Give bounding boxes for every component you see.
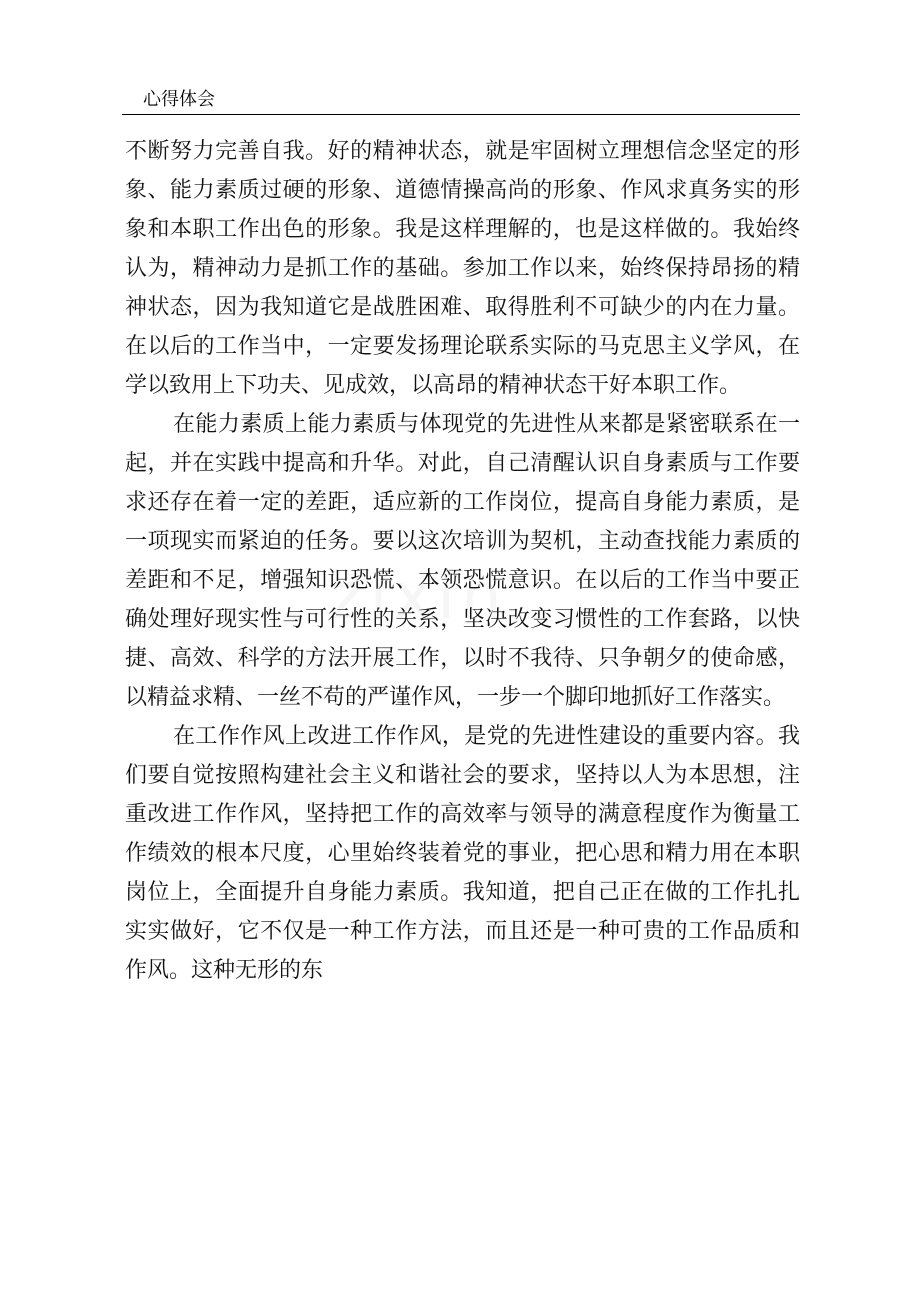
document-body <box>125 132 800 990</box>
paragraph-3: 在工作作风上改进工作作风，是党的先进性建设的重要内容。我们要自觉按照构建社会主义和谐社会的要求，坚持以人为本思想，注重改进工作作风，坚持把工作的高效率与领导的满意程度作为衡量工作绩效的根本尺度，心里始终装着党的事业，把心思和精力用在本职岗位上，全面提升自身能力素质。我知道，把自己正在做的工作扎扎实实做好，它不仅是一种工作方法，而且还是一种可贵的工作品质和作风。这种无形的东 <box>125 724 800 983</box>
paragraph-1: 不断努力完善自我。好的精神状态，就是牢固树立理想信念坚定的形象、能力素质过硬的形象、道德情操高尚的形象、作风求真务实的形象和本职工作出色的形象。我是这样理解的，也是这样做的。我始终认为，精神动力是抓工作的基础。参加工作以来，始终保持昂扬的精神状态，因为我知道它是战胜困难、取得胜利不可缺少的内在力量。在以后的工作当中，一定要发扬理论联系实际的马克思主义学风，在学以致用上下功夫、见成效，以高昂的精神状态干好本职工作。 <box>125 139 800 398</box>
paragraph-2: 在能力素质上能力素质与体现党的先进性从来都是紧密联系在一起，并在实践中提高和升华。对此，自己清醒认识自身素质与工作要求还存在着一定的差距，适应新的工作岗位，提高自身能力素质，是一项现实而紧迫的任务。要以这次培训为契机，主动查找能力素质的差距和不足，增强知识恐慌、本领恐慌意识。在以后的工作当中要正确处理好现实性与可行性的关系，坚决改变习惯性的工作套路，以快捷、高效、科学的方法开展工作，以时不我待、只争朝夕的使命感，以精益求精、一丝不苟的严谨作风，一步一个脚印地抓好工作落实。 <box>125 412 800 710</box>
header-divider <box>122 114 800 115</box>
page-header-title: 心得体会 <box>143 89 215 110</box>
